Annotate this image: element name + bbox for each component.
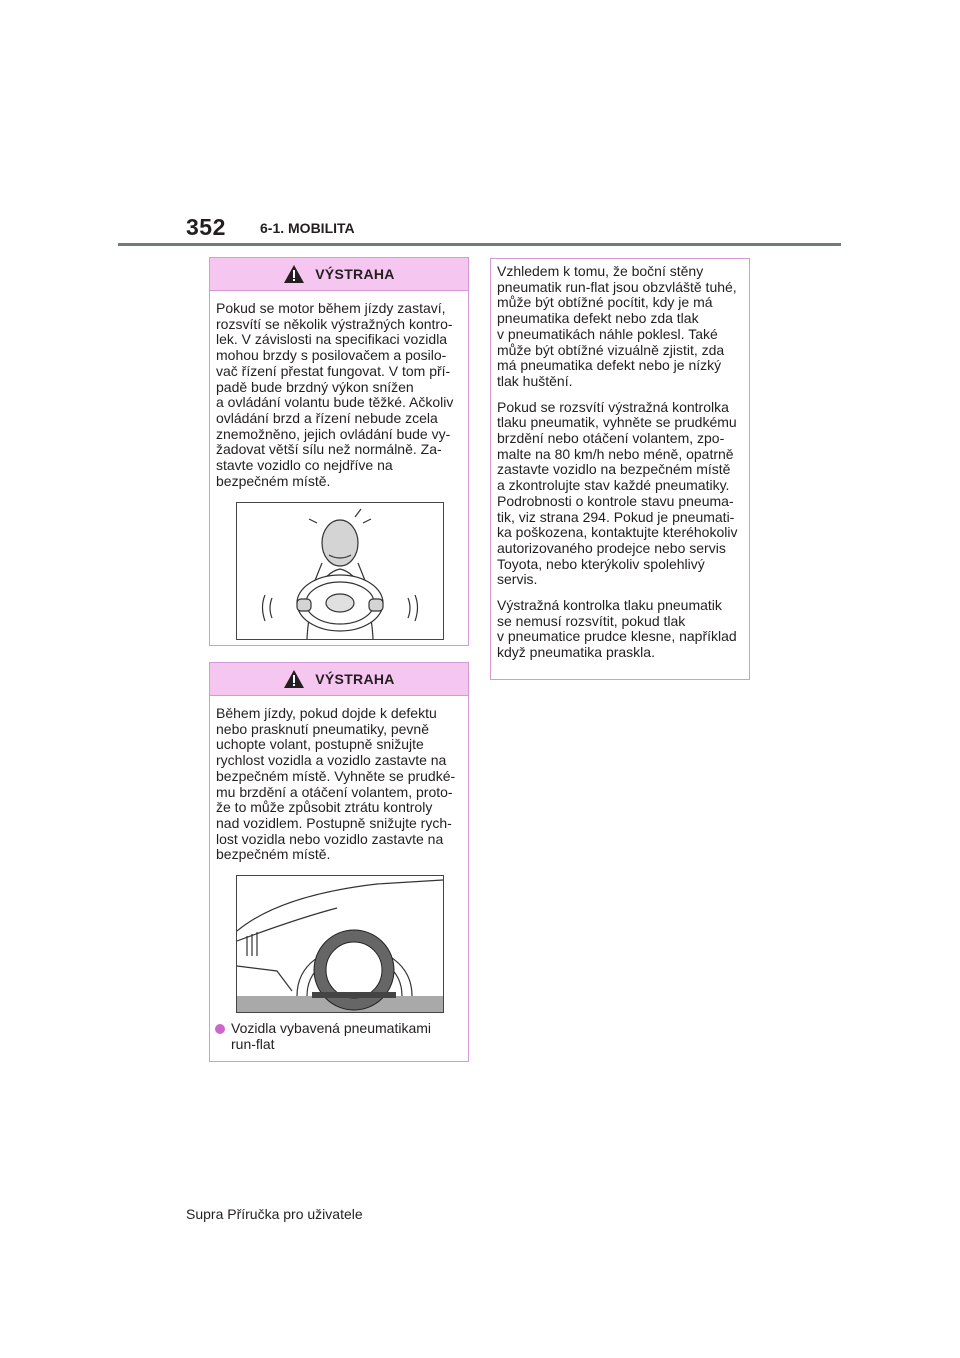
warning-title: VÝSTRAHA [315,266,395,282]
warning-title: VÝSTRAHA [315,671,395,687]
note-paragraph: Vzhledem k tomu, že boční stěny pneumatik run-flat jsou obzvláště tuhé, může být obtížné pocítit, kdy je má pneumatika defekt nebo zda tlak v pneumatikách náhle poklesl. Také může být obtížné vizuálně zjistit, zda má pneumatika defekt nebo je nízký tlak huštění. [497,263,737,389]
warning-body [210,291,468,489]
warning-header [210,258,468,291]
driver-steering-illustration [236,502,444,640]
footer-manual-title: Supra Příručka pro uživatele [186,1206,363,1222]
driver-image [237,503,443,639]
bullet-run-flat [214,1021,464,1052]
page-number: 352 [186,214,226,240]
car-tire-image [237,876,443,1012]
warning-header [210,663,468,696]
warning-text: Během jízdy, pokud dojde k defektu nebo prasknutí pneumatiky, pevně uchopte volant, postupně snižujte rychlost vozidla a vozidlo zastavte na bezpečném místě. Vyhněte se prudké- mu brzdění a otáčení volantem, proto- že to může způsobit ztrátu kontroly nad vozidlem. Postupně snižujte rych- lost vozidla nebo vozidlo zastavte na bezpečném místě. [216,705,456,863]
warning-text: Pokud se motor během jízdy zastaví, rozsvítí se několik výstražných kontro- lek. V závislosti na specifikaci vozidla mohou brzdy s posilovačem a posilo- vač řízení přestat fungovat. V tom pří- padě bude brzdný výkon snížen a ovládání volantu bude těžké. Ačkoliv ovládání brzd a řízení nebude zcela znemožněno, jejich ovládání bude vy- žadovat větší sílu než normálně. Za- stavte vozidlo co nejdříve na bezpečném místě. [216,300,454,489]
warning-triangle-icon [283,264,305,284]
warning-triangle-icon [283,669,305,689]
note-paragraph: Výstražná kontrolka tlaku pneumatik se nemusí rozsvítit, pokud tlak v pneumatice prudce klesne, například když pneumatika praskla. [497,597,737,661]
bullet-text: Vozidla vybavená pneumatikami run-flat [231,1020,432,1052]
section-title: 6-1. MOBILITA [260,220,355,236]
bullet-dot-icon [215,1024,225,1034]
warning-body [210,696,468,863]
header-divider [118,243,841,246]
run-flat-info-box [490,258,750,680]
run-flat-tire-illustration [236,875,444,1013]
note-paragraph: Pokud se rozsvítí výstražná kontrolka tlaku pneumatik, vyhněte se prudkému brzdění nebo otáčení volantem, zpo- malte na 80 km/h nebo méně, opatrně zastavte vozidlo na bezpečném místě a zkontrolujte stav každé pneumatiky. Podrobnosti o kontrole stavu pneuma- tik, viz strana 294. Pokud je pneumati- ka poškozena, kontaktujte kteréhokoliv autorizovaného prodejce nebo servis Toyota, nebo kterýkoliv spolehlivý servis. [497,398,738,588]
